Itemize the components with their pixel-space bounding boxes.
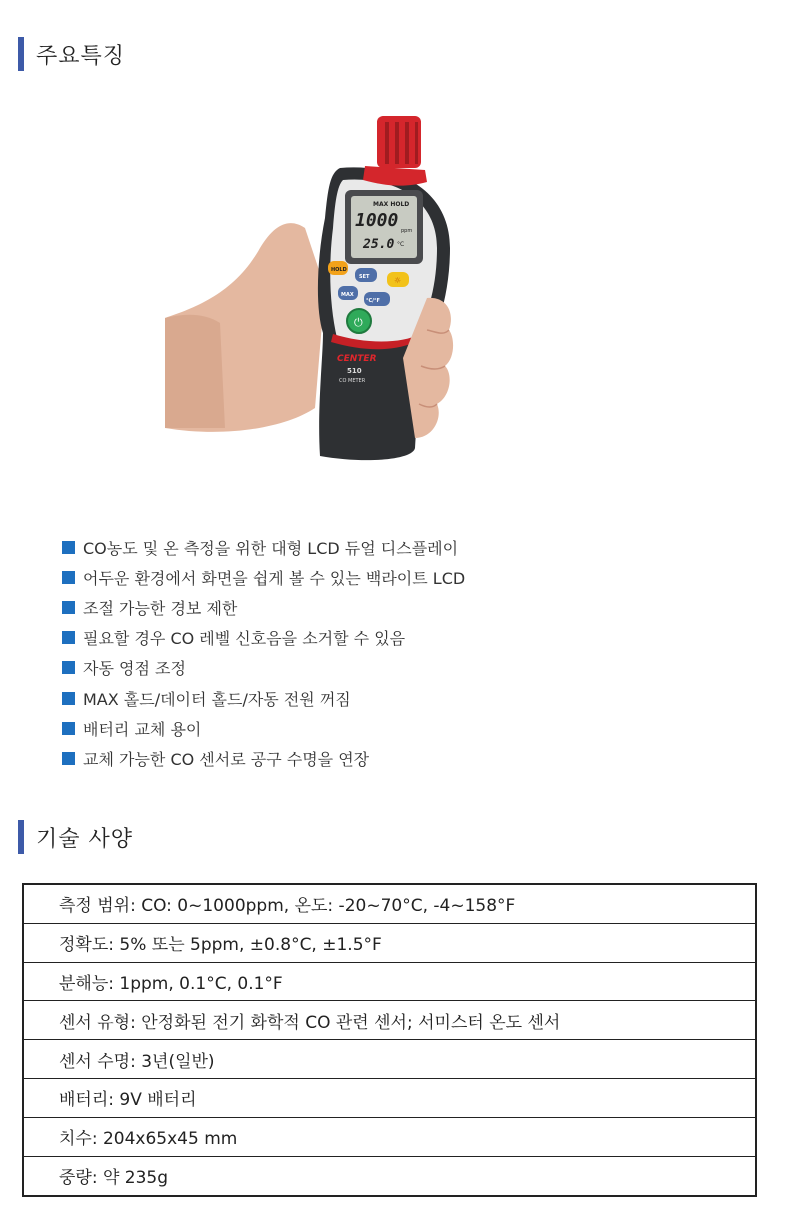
heading-accent-bar	[18, 37, 24, 71]
set-button-label: SET	[359, 274, 370, 280]
model-number: 510	[347, 367, 362, 375]
lcd-mode-label: MAX HOLD	[373, 201, 410, 208]
bullet-square-icon	[62, 722, 75, 735]
bullet-square-icon	[62, 571, 75, 584]
brand-logo: CENTER	[337, 354, 377, 364]
features-heading	[18, 37, 125, 71]
feature-item	[62, 743, 465, 773]
spec-row: 측정 범위: CO: 0~1000ppm, 온도: -20~70°C, -4~158°F	[24, 885, 755, 924]
bullet-square-icon	[62, 601, 75, 614]
power-icon: ⏻	[354, 316, 363, 329]
spec-title: 기술 사양	[36, 826, 134, 852]
max-button-label: MAX	[341, 292, 354, 298]
feature-item	[62, 713, 465, 743]
feature-text: 필요할 경우 CO 레벨 신호음을 소거할 수 있음	[83, 629, 406, 649]
feature-item	[62, 592, 465, 622]
features-list	[62, 532, 465, 774]
unit-toggle-label: °C/°F	[366, 298, 380, 304]
spec-row: 정확도: 5% 또는 5ppm, ±0.8°C, ±1.5°F	[24, 924, 755, 963]
device-subtitle: CO METER	[339, 378, 366, 384]
feature-text: 배터리 교체 용이	[83, 719, 202, 739]
feature-item	[62, 562, 465, 592]
spec-row: 치수: 204x65x45 mm	[24, 1118, 755, 1157]
bullet-square-icon	[62, 541, 75, 554]
bullet-square-icon	[62, 661, 75, 674]
spec-heading	[18, 820, 133, 854]
feature-text: CO농도 및 온 측정을 위한 대형 LCD 듀얼 디스플레이	[83, 538, 459, 558]
spec-row: 분해능: 1ppm, 0.1°C, 0.1°F	[24, 963, 755, 1002]
spec-table	[22, 883, 757, 1197]
hold-button-label: HOLD	[331, 267, 347, 273]
bullet-square-icon	[62, 752, 75, 765]
lcd-temp-unit: °C	[397, 241, 405, 248]
spec-row: 센서 수명: 3년(일반)	[24, 1040, 755, 1079]
lcd-co-reading: 1000	[355, 210, 399, 231]
features-title: 주요특징	[36, 43, 126, 69]
co-meter-product-image	[165, 108, 465, 468]
feature-text: MAX 홀드/데이터 홀드/자동 전원 꺼짐	[83, 689, 351, 709]
lcd-ppm-unit: ppm	[401, 228, 413, 234]
feature-text: 조절 가능한 경보 제한	[83, 598, 238, 618]
feature-text: 자동 영점 조정	[83, 659, 186, 679]
feature-text: 어두운 환경에서 화면을 쉽게 볼 수 있는 백라이트 LCD	[83, 568, 466, 588]
feature-text: 교체 가능한 CO 센서로 공구 수명을 연장	[83, 749, 370, 769]
feature-item	[62, 623, 465, 653]
bullet-square-icon	[62, 692, 75, 705]
bullet-square-icon	[62, 631, 75, 644]
spec-row: 중량: 약 235g	[59, 1168, 169, 1189]
feature-item	[62, 653, 465, 683]
heading-accent-bar	[18, 820, 24, 854]
lcd-temp-reading: 25.0	[363, 237, 395, 252]
feature-item	[62, 683, 465, 713]
hand-wrist	[165, 315, 225, 428]
spec-row: 배터리: 9V 배터리	[24, 1079, 755, 1118]
feature-item	[62, 532, 465, 562]
spec-row: 센서 유형: 안정화된 전기 화학적 CO 관련 센서; 서미스터 온도 센서	[24, 1001, 755, 1040]
sun-icon: ☼	[394, 276, 402, 285]
